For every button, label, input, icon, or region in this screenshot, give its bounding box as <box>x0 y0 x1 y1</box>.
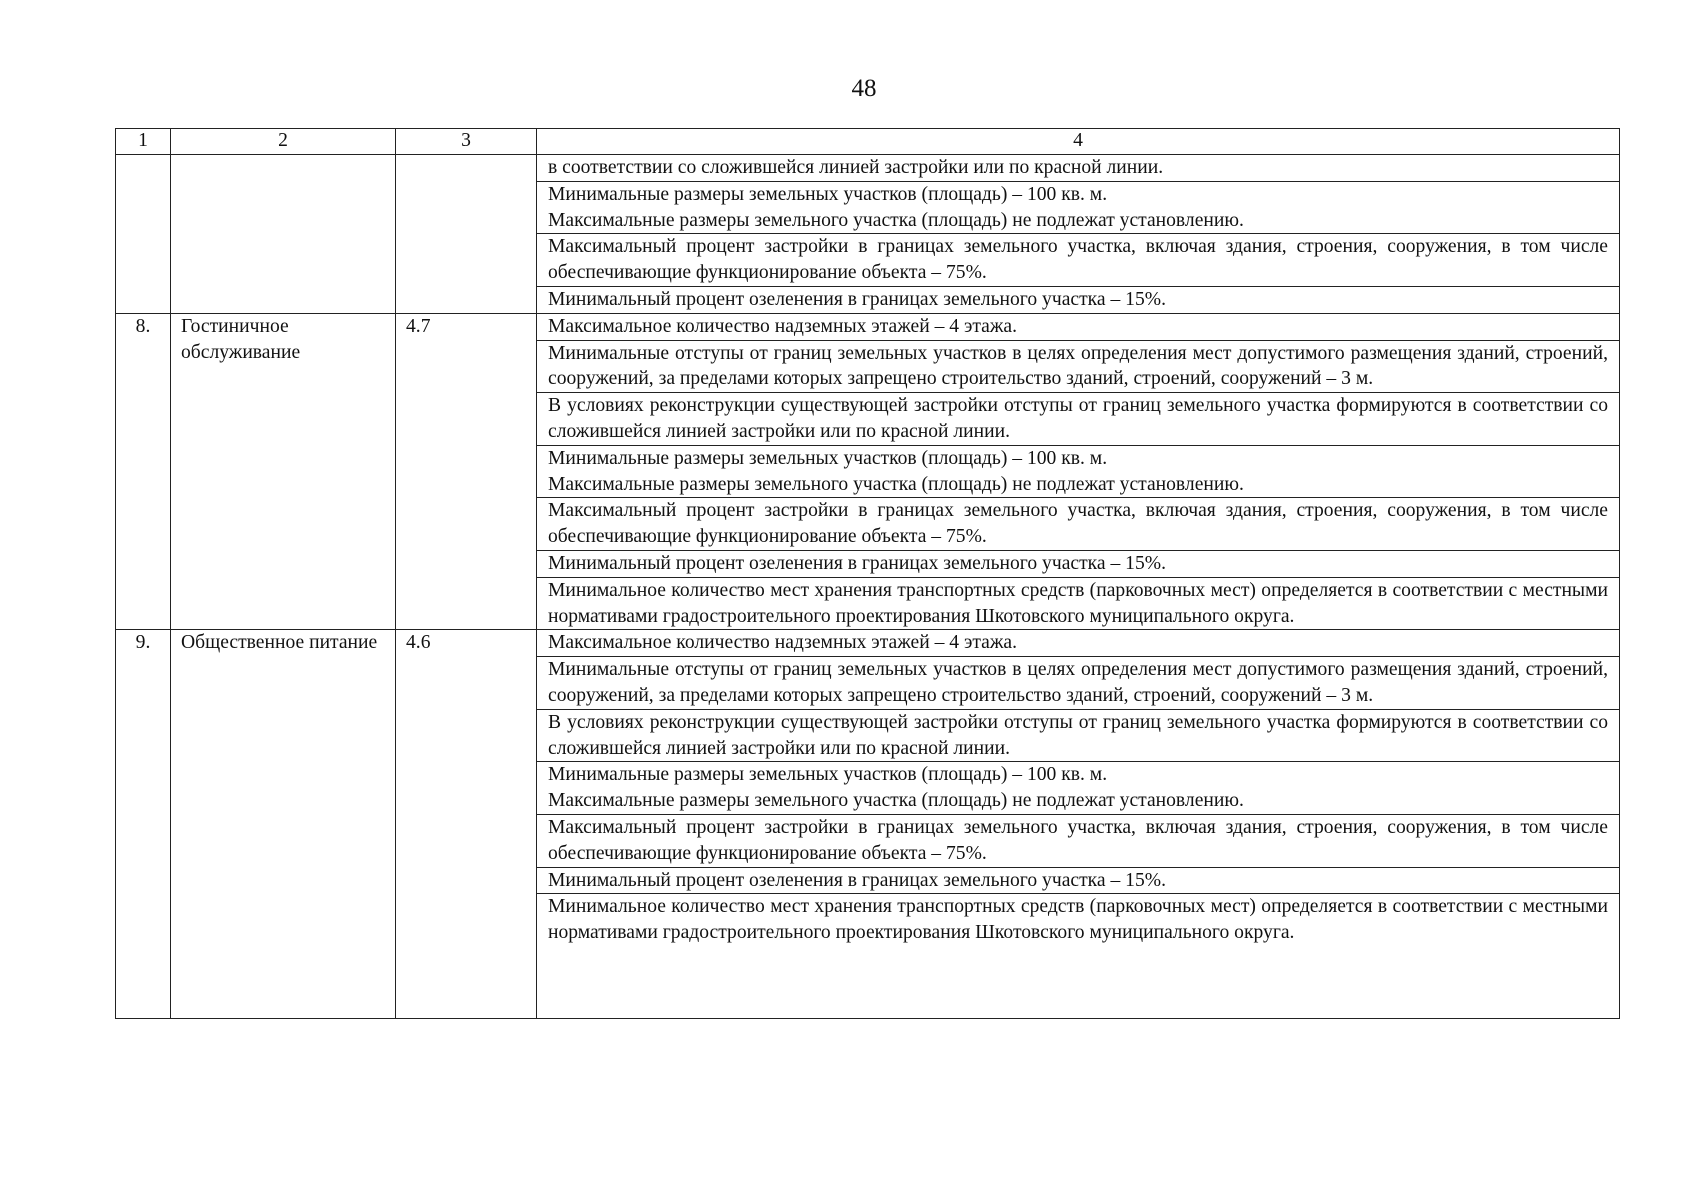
table-row <box>116 630 1620 1019</box>
parameter-item: Минимальный процент озеленения в границах земельного участка – 15%. <box>537 550 1619 577</box>
land-use-type-name: Гостиничное обслуживание <box>171 313 396 630</box>
column-header-3: 3 <box>396 129 537 155</box>
parameter-item: Минимальный процент озеленения в границах земельного участка – 15%. <box>537 286 1619 313</box>
row-number <box>116 155 171 314</box>
land-use-type-name: Общественное питание <box>171 630 396 1019</box>
parameter-item: В условиях реконструкции существующей застройки отступы от границ земельного участка формируются в соответствии со сложившейся линией застройки или по красной линии. <box>537 392 1619 445</box>
parameter-item: Максимальное количество надземных этажей – 4 этажа. <box>548 315 1018 337</box>
parameter-item: Максимальный процент застройки в границах земельного участка, включая здания, строения, сооружения, в том числе обеспечивающие функционирование объекта – 75%. <box>537 814 1619 867</box>
parameters-cell <box>537 313 1620 630</box>
parameter-item: Максимальный процент застройки в границах земельного участка, включая здания, строения, сооружения, в том числе обеспечивающие функционирование объекта – 75%. <box>537 497 1619 550</box>
parameter-item: Минимальные размеры земельных участков (площадь) – 100 кв. м. Максимальные размеры земельного участка (площадь) не подлежат установлению. <box>537 445 1619 498</box>
parameter-item: Максимальный процент застройки в границах земельного участка, включая здания, строения, сооружения, в том числе обеспечивающие функционирование объекта – 75%. <box>537 233 1619 286</box>
parameter-item: Минимальные отступы от границ земельных участков в целях определения мест допустимого размещения зданий, строений, сооружений, за пределами которых запрещено строительство зданий, строений, сооружений – 3 м. <box>537 656 1619 709</box>
column-header-1: 1 <box>116 129 171 155</box>
land-use-type-name <box>171 155 396 314</box>
parameter-item: Минимальные размеры земельных участков (площадь) – 100 кв. м. Максимальные размеры земельного участка (площадь) не подлежат установлению. <box>537 181 1619 234</box>
parameter-item: Минимальное количество мест хранения транспортных средств (парковочных мест) определяется в соответствии с местными нормативами градостроительного проектирования Шкотовского муниципального округа. <box>537 893 1619 946</box>
parameter-item: Минимальные размеры земельных участков (площадь) – 100 кв. м. Максимальные размеры земельного участка (площадь) не подлежат установлению. <box>537 761 1619 814</box>
regulations-table <box>115 128 1620 1019</box>
parameter-item: Максимальное количество надземных этажей – 4 этажа. <box>548 632 1018 654</box>
land-use-code <box>396 155 537 314</box>
parameters-cell <box>537 630 1620 1019</box>
page-number: 48 <box>851 75 877 102</box>
table-row <box>116 155 1620 314</box>
row-number: 8. <box>116 313 171 630</box>
parameter-item: в соответствии со сложившейся линией застройки или по красной линии. <box>548 157 1164 178</box>
table-body <box>116 155 1620 1019</box>
row-number: 9. <box>116 630 171 1019</box>
land-use-code: 4.6 <box>396 630 537 1019</box>
land-use-code: 4.7 <box>396 313 537 630</box>
parameter-item: Минимальное количество мест хранения транспортных средств (парковочных мест) определяется в соответствии с местными нормативами градостроительного проектирования Шкотовского муниципального округа. <box>537 577 1619 630</box>
table-header-row <box>116 129 1620 155</box>
parameters-cell <box>537 155 1620 314</box>
parameter-item: Минимальный процент озеленения в границах земельного участка – 15%. <box>537 867 1619 894</box>
column-header-2: 2 <box>171 129 396 155</box>
parameter-item: В условиях реконструкции существующей застройки отступы от границ земельного участка формируются в соответствии со сложившейся линией застройки или по красной линии. <box>537 709 1619 762</box>
column-header-4: 4 <box>537 129 1620 155</box>
table-row <box>116 313 1620 630</box>
parameter-item: Минимальные отступы от границ земельных участков в целях определения мест допустимого размещения зданий, строений, сооружений, за пределами которых запрещено строительство зданий, строений, сооружений – 3 м. <box>537 340 1619 393</box>
